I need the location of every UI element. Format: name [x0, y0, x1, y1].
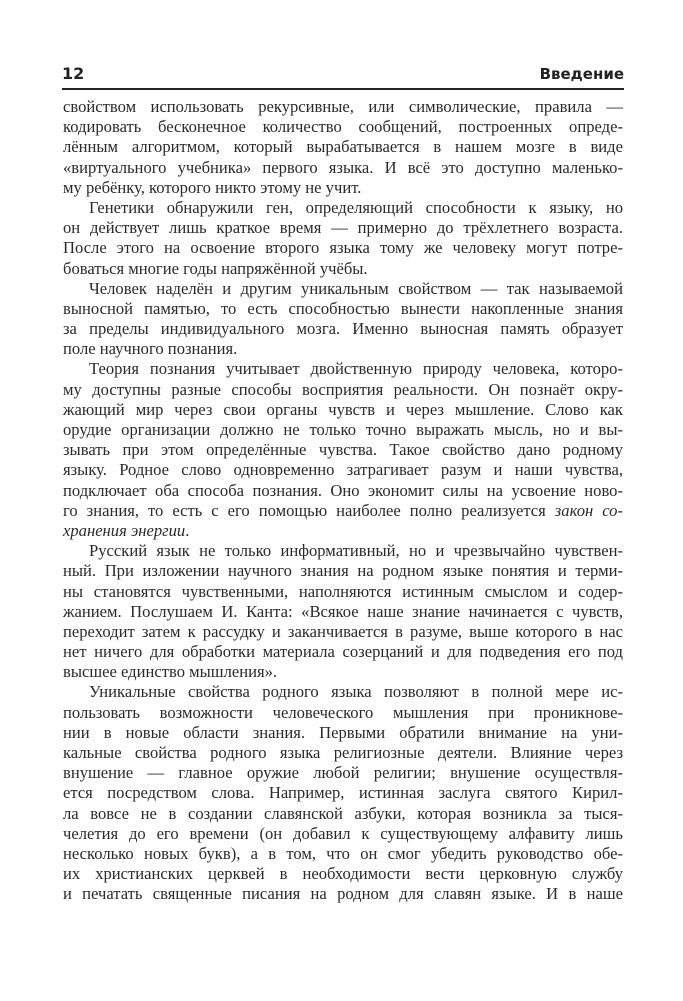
text-segment: Уникальные свойства родного языка позволяют в полной мере ис- [89, 682, 623, 702]
text-line [63, 804, 623, 824]
text-segment: ны становятся чувственными, наполняются истинным смыслом и содер- [63, 581, 623, 601]
text-segment: Русский язык не только информативный, но и чрезвычайно чувствен- [89, 541, 623, 561]
italic-term: закон со- [554, 500, 623, 520]
text-line [63, 319, 623, 339]
text-segment: Теория познания учитывает двойственную природу человека, которо- [89, 359, 623, 379]
page-body-text [63, 97, 623, 905]
paragraph [63, 97, 623, 198]
text-segment: выносной памятью, то есть способностью вынести накопленные знания [63, 298, 623, 318]
text-line [63, 137, 623, 157]
text-line [63, 662, 623, 682]
text-segment: ла вовсе не в создании славянской азбуки, которая возникла за тыся- [63, 803, 623, 823]
text-segment: их христианских церквей в необходимости вести церковную службу [63, 864, 623, 884]
text-line [63, 783, 623, 803]
text-segment: го знания, то есть с его помощью наиболее полно реализуется [63, 500, 555, 520]
text-segment: ется посредством слова. Например, истинная заслуга святого Кирил- [63, 783, 623, 803]
text-line [63, 178, 623, 198]
text-line [63, 521, 623, 541]
text-line [63, 400, 623, 420]
paragraph [63, 198, 623, 279]
text-segment: челетия до его времени (он добавил к существующему алфавиту лишь [63, 823, 623, 843]
text-segment: и печатать священные писания на родном для славян языке. И в наше [63, 884, 623, 904]
text-line [63, 642, 623, 662]
text-segment: высшее единство мышления». [63, 662, 278, 682]
text-line [63, 279, 623, 299]
text-line [63, 420, 623, 440]
text-line [63, 844, 623, 864]
text-line [63, 238, 623, 258]
text-segment: лённым алгоритмом, который вырабатывается в нашем мозге в виде [63, 137, 623, 157]
text-segment: ный. При изложении научного знания на родном языке понятия и терми- [63, 561, 623, 581]
text-segment: поле научного познания. [63, 339, 238, 359]
text-line [63, 339, 623, 359]
text-segment: «виртуального учебника» первого языка. И всё это доступно маленько- [63, 157, 623, 177]
text-segment: свойством использовать рекурсивные, или символические, правила — [63, 97, 623, 116]
text-segment: После этого на освоение второго языка тому же человеку могут потре- [63, 238, 623, 258]
text-segment: нет ничего для обработки материала созерцаний и для подведения его под [63, 642, 623, 662]
text-segment: он действует лишь краткое время — примерно до трёхлетнего возраста. [63, 218, 623, 238]
text-line [63, 582, 623, 602]
page-number: 12 [62, 64, 85, 83]
text-segment: подключает оба способа познания. Оно экономит силы на усвоение ново- [63, 480, 623, 500]
text-line [63, 481, 623, 501]
text-line [63, 97, 623, 117]
text-segment: нии в новые области знания. Первыми обратили внимание на уни- [63, 722, 623, 742]
text-line [63, 198, 623, 218]
text-line [63, 723, 623, 743]
text-segment: кальные свойства родного языка религиозные деятели. Влияние через [63, 743, 623, 762]
text-line [63, 218, 623, 238]
running-header [62, 62, 624, 90]
text-line [63, 117, 623, 137]
text-line [63, 380, 623, 400]
text-line [63, 299, 623, 319]
text-segment: Генетики обнаружили ген, определяющий способности к языку, но [89, 197, 623, 217]
running-title: Введение [539, 65, 624, 83]
text-line [63, 622, 623, 642]
text-line [63, 541, 623, 561]
text-segment: переходит затем к рассудку и заканчивается в разуме, выше которого в нас [63, 621, 623, 641]
text-line [63, 884, 623, 904]
text-line [63, 259, 623, 279]
text-line [63, 440, 623, 460]
text-segment: пользовать возможности человеческого мышления при проникнове- [63, 702, 623, 722]
text-segment: . [185, 520, 190, 540]
text-line [63, 763, 623, 783]
text-segment: жающий мир через свои органы чувств и через мышление. Слово как [63, 399, 623, 419]
text-line [63, 864, 623, 884]
text-segment: внушение — главное оружие любой религии; внушение осуществля- [63, 763, 623, 783]
text-segment: зывать при этом определённые чувства. Такое свойство дано родному [63, 440, 623, 460]
paragraph [63, 541, 623, 682]
text-segment: орудие организации должно не только точно выражать мысль, но и вы- [63, 420, 623, 439]
text-segment: за пределы индивидуального мозга. Именно выносная память образует [63, 319, 623, 339]
paragraph [63, 279, 623, 360]
text-line [63, 743, 623, 763]
text-line [63, 359, 623, 379]
text-line [63, 602, 623, 622]
text-segment: боваться многие годы напряжённой учёбы. [63, 258, 368, 278]
italic-term: хранения энергии [63, 520, 186, 540]
text-line [63, 501, 623, 521]
text-line [63, 682, 623, 702]
paragraph [63, 682, 623, 904]
text-line [63, 158, 623, 178]
text-line [63, 561, 623, 581]
text-line [63, 460, 623, 480]
text-segment: кодировать бесконечное количество сообщений, построенных опреде- [63, 117, 623, 137]
text-segment: Человек наделён и другим уникальным свойством — так называемой [89, 278, 623, 298]
text-segment: му ребёнку, которого никто этому не учит. [63, 177, 362, 197]
text-line [63, 824, 623, 844]
text-segment: му доступны разные способы восприятия реальности. Он познаёт окру- [63, 379, 623, 399]
paragraph [63, 359, 623, 541]
text-segment: языку. Родное слово одновременно затрагивает разум и наши чувства, [63, 460, 623, 480]
text-segment: несколько новых букв), а в том, что он смог убедить руководство обе- [63, 843, 623, 863]
text-segment: жанием. Послушаем И. Канта: «Всякое наше знание начинается с чувств, [63, 601, 623, 621]
text-line [63, 703, 623, 723]
